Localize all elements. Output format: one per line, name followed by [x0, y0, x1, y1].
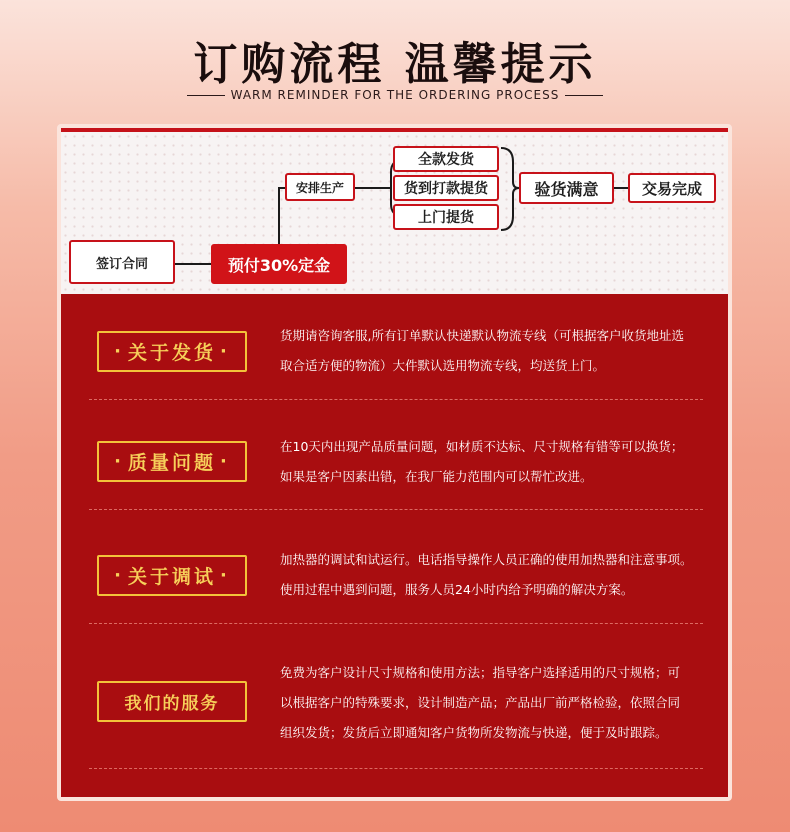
options-right-brace: [501, 148, 519, 230]
step-prepay-deposit: 预付30%定金: [211, 244, 347, 284]
step-inspection-satisfied: 验货满意: [519, 172, 614, 204]
badge-debugging: [97, 555, 247, 596]
badge-label: 关于调试: [127, 566, 216, 588]
desc-line: 如果是客户因素出错，在我厂能力范围内可以帮忙改进。: [280, 469, 593, 484]
desc-line: 免费为客户设计尺寸规格和使用方法；指导客户选择适用的尺寸规格；可: [280, 665, 681, 680]
badge-dot-right: ·: [220, 565, 230, 586]
desc-line: 使用过程中遇到问题，服务人员24小时内给予明确的解决方案。: [280, 582, 634, 597]
section-divider: [89, 623, 703, 624]
order-flow-diagram: [61, 132, 728, 294]
section-divider: [89, 509, 703, 510]
badge-label: 我们的服务: [124, 694, 220, 714]
badge-label: 关于发货: [127, 342, 216, 364]
info-card: [57, 124, 732, 801]
desc-line: 在10天内出现产品质量问题，如材质不达标、尺寸规格有错等可以换货；: [280, 439, 684, 454]
section-divider: [89, 768, 703, 769]
step-sign-contract: 签订合同: [69, 240, 175, 284]
section-divider: [89, 399, 703, 400]
option-self-pickup: 上门提货: [393, 204, 499, 230]
desc-line: 组织发货；发货后立即通知客户货物所发物流与快递，便于及时跟踪。: [280, 725, 668, 740]
badge-label: 质量问题: [127, 452, 216, 474]
badge-dot-left: ·: [114, 451, 124, 472]
desc-line: 货期请咨询客服,所有订单默认快递默认物流专线（可根据客户收货地址选: [280, 328, 684, 343]
desc-shipping: [280, 321, 702, 381]
badge-dot-right: ·: [220, 451, 230, 472]
badge-dot-right: ·: [220, 341, 230, 362]
step-transaction-complete: 交易完成: [628, 173, 716, 203]
desc-quality: [280, 432, 702, 492]
badge-dot-left: ·: [114, 341, 124, 362]
badge-shipping: [97, 331, 247, 372]
desc-service: [280, 658, 702, 748]
step-arrange-production: 安排生产: [285, 173, 355, 201]
subtitle-rule-left: [187, 95, 225, 96]
option-full-payment-ship: 全款发货: [393, 146, 499, 172]
subtitle-row: [0, 86, 790, 104]
desc-line: 以根据客户的特殊要求，设计制造产品；产品出厂前严格检验，依照合同: [280, 695, 681, 710]
badge-quality: [97, 441, 247, 482]
page-subtitle: WARM REMINDER FOR THE ORDERING PROCESS: [230, 88, 560, 102]
desc-line: 取合适方便的物流）大件默认选用物流专线，均送货上门。: [280, 358, 606, 373]
badge-dot-left: ·: [114, 565, 124, 586]
subtitle-rule-right: [565, 95, 603, 96]
desc-line: 加热器的调试和试运行。电话指导操作人员正确的使用加热器和注意事项。: [280, 552, 693, 567]
badge-service: [97, 681, 247, 722]
page-title: 订购流程 温馨提示: [193, 39, 597, 90]
option-pay-on-delivery: 货到打款提货: [393, 175, 499, 201]
desc-debugging: [280, 545, 702, 605]
